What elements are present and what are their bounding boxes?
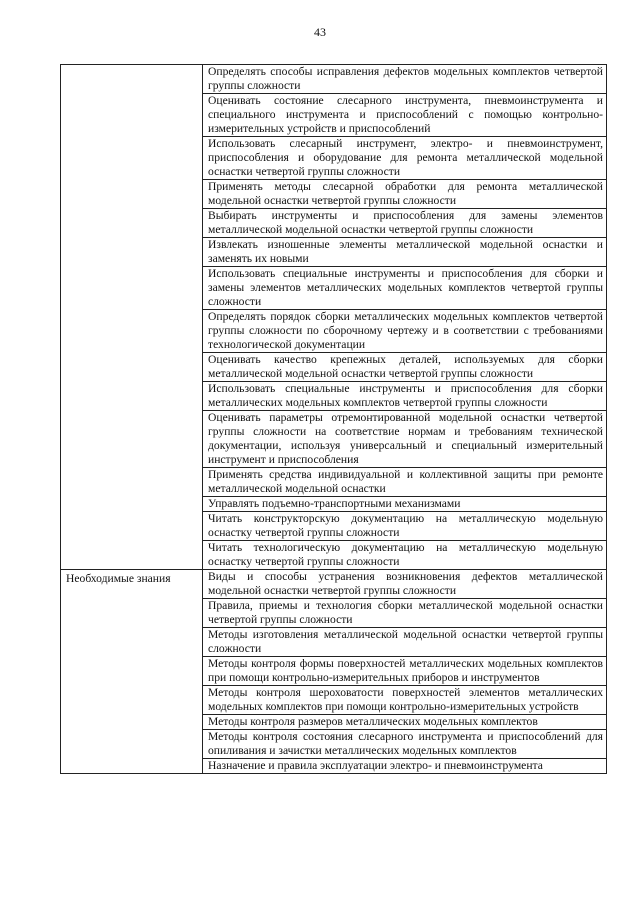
- knowledge-item: Назначение и правила эксплуатации электро- и пневмоинструмента: [203, 759, 607, 774]
- knowledge-item: Методы контроля размеров металлических модельных комплектов: [203, 715, 607, 730]
- skill-item: Оценивать качество крепежных деталей, используемых для сборки металлической модельной оснастки четвертой группы сложности: [203, 353, 607, 382]
- skill-item: Извлекать изношенные элементы металлической модельной оснастки и заменять их новыми: [203, 238, 607, 267]
- skills-label-cell: [61, 65, 203, 570]
- skill-item: Применять средства индивидуальной и коллективной защиты при ремонте металлической модельной оснастки: [203, 468, 607, 497]
- table-row: [61, 65, 607, 94]
- skill-item: Управлять подъемно-транспортными механизмами: [203, 497, 607, 512]
- knowledge-item: Методы контроля состояния слесарного инструмента и приспособлений для опиливания и зачистки металлических модельных комплектов: [203, 730, 607, 759]
- skill-item: Выбирать инструменты и приспособления для замены элементов металлической модельной оснастки четвертой группы сложности: [203, 209, 607, 238]
- skill-item: Использовать специальные инструменты и приспособления для сборки металлических модельных комплектов четвертой группы сложности: [203, 382, 607, 411]
- skill-item: Читать технологическую документацию на металлическую модельную оснастку четвертой группы сложности: [203, 541, 607, 570]
- knowledge-item: Методы контроля формы поверхностей металлических модельных комплектов при помощи контрольно-измерительных приборов и инструментов: [203, 657, 607, 686]
- knowledge-item: Правила, приемы и технология сборки металлической модельной оснастки четвертой группы сложности: [203, 599, 607, 628]
- skill-item: Использовать специальные инструменты и приспособления для сборки и замены элементов металлических модельных комплектов четвертой группы сложности: [203, 267, 607, 310]
- skill-item: Использовать слесарный инструмент, электро- и пневмоинструмент, приспособления и оборудование для ремонта металлической модельной оснастки четвертой группы сложности: [203, 137, 607, 180]
- skill-item: Оценивать параметры отремонтированной модельной оснастки четвертой группы сложности на соответствие нормам и требованиям технической документации, используя универсальный и специальный измерительный инструмент и приспособления: [203, 411, 607, 468]
- knowledge-item: Методы контроля шероховатости поверхностей элементов металлических модельных комплектов при помощи контрольно-измерительных устройств: [203, 686, 607, 715]
- requirements-table: [60, 64, 607, 774]
- table-row: [61, 570, 607, 599]
- skill-item: Определять порядок сборки металлических модельных комплектов четвертой группы сложности по сборочному чертежу и в соответствии с требованиями технологической документации: [203, 310, 607, 353]
- knowledge-label-cell: Необходимые знания: [61, 570, 203, 774]
- knowledge-item: Виды и способы устранения возникновения дефектов металлической модельной оснастки четвертой группы сложности: [203, 570, 607, 599]
- page-number: 43: [314, 25, 326, 39]
- skill-item: Оценивать состояние слесарного инструмента, пневмоинструмента и специального инструмента и приспособлений с помощью контрольно-измерительных устройств и приспособлений: [203, 94, 607, 137]
- skill-item: Применять методы слесарной обработки для ремонта металлической модельной оснастки четвертой группы сложности: [203, 180, 607, 209]
- knowledge-item: Методы изготовления металлической модельной оснастки четвертой группы сложности: [203, 628, 607, 657]
- skill-item: Читать конструкторскую документацию на металлическую модельную оснастку четвертой группы сложности: [203, 512, 607, 541]
- skill-item: Определять способы исправления дефектов модельных комплектов четвертой группы сложности: [203, 65, 607, 94]
